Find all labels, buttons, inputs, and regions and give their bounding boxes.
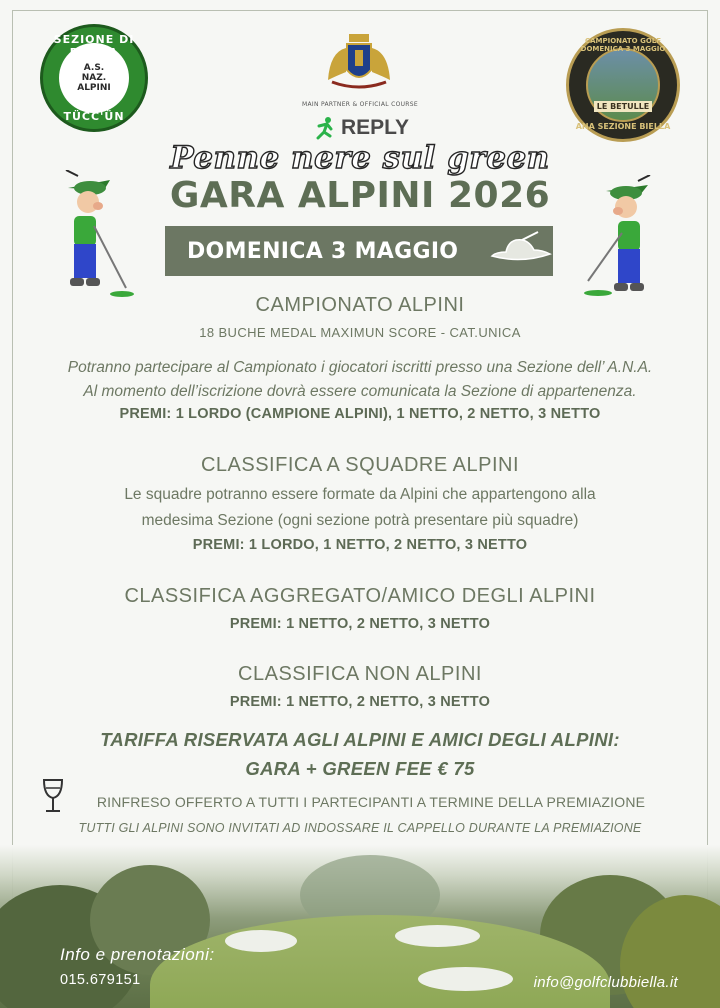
squadre-prizes: PREMI: 1 LORDO, 1 NETTO, 2 NETTO, 3 NETTO [192,537,528,553]
logo-right-ring-top: CAMPIONATO GOLF DOMENICA 3 MAGGIO [580,37,666,53]
campionato-golf-logo [566,28,680,142]
logo-right-banner: LE BETULLE [594,101,653,112]
partner-name: REPLY [340,116,410,139]
campionato-prizes: PREMI: 1 LORDO (CAMPIONE ALPINI), 1 NETTO, 2 NETTO, 3 NETTO [119,406,601,422]
logo-right-ring-bottom: ANA SEZIONE BIELLA [575,122,671,131]
campionato-line-1: Potranno partecipare al Campionato i giocatori iscritti presso una Sezione dell’ A.N.A. [67,359,653,376]
squadre-title: CLASSIFICA A SQUADRE ALPINI [200,454,520,476]
bunker-left [225,930,297,952]
golfer-right-icon [580,175,660,305]
alpini-hat-icon [488,230,554,266]
bunker-middle [395,925,480,947]
coat-of-arms-icon [322,30,396,96]
email-address[interactable]: info@golfclubbiella.it [533,974,678,991]
campionato-line-2: Al momento dell’iscrizione dovrà essere comunicata la Sezione di appartenenza. [83,383,637,400]
logo-left-inner-1: A.S. [83,63,105,73]
phone-number[interactable]: 015.679151 [60,972,141,988]
partner-caption: MAIN PARTNER & OFFICIAL COURSE [302,101,418,108]
reply-logo [306,114,416,142]
non-alpini-title: CLASSIFICA NON ALPINI [238,663,482,685]
golfer-left-icon [56,170,136,300]
aggregato-prizes: PREMI: 1 NETTO, 2 NETTO, 3 NETTO [229,616,491,632]
campionato-title: CAMPIONATO ALPINI [255,294,465,316]
ana-biella-logo [40,24,148,132]
main-title: GARA ALPINI 2026 [169,175,551,216]
hat-note: TUTTI GLI ALPINI SONO INVITATI AD INDOSSARE IL CAPPELLO DURANTE LA PREMIAZIONE [78,821,642,835]
logo-left-inner-3: ALPINI [77,83,111,93]
squadre-line-2: medesima Sezione (ogni sezione potrà presentare più squadre) [141,512,579,529]
event-date: DOMENICA 3 MAGGIO [187,238,459,264]
script-title: Penne nere sul green [170,140,550,176]
aggregato-title: CLASSIFICA AGGREGATO/AMICO DEGLI ALPINI [124,585,596,607]
info-label: Info e prenotazioni: [60,945,215,964]
refreshment-note: RINFRESO OFFERTO A TUTTI I PARTECIPANTI A TERMINE DELLA PREMIAZIONE [96,794,646,810]
squadre-line-1: Le squadre potranno essere formate da Alpini che appartengono alla [124,486,596,503]
tariff-line-2: GARA + GREEN FEE € 75 [245,758,475,779]
campionato-subtitle: 18 BUCHE MEDAL MAXIMUN SCORE - CAT.UNICA [199,325,521,340]
logo-left-ring-bottom: TÜCC'ÜN [63,110,125,123]
logo-left-inner-2: NAZ. [81,73,107,83]
non-alpini-prizes: PREMI: 1 NETTO, 2 NETTO, 3 NETTO [229,694,491,710]
bunker-right [418,967,513,991]
logo-left-ring-top: SEZIONE DI BIELLA [53,33,135,59]
tariff-line-1: TARIFFA RISERVATA AGLI ALPINI E AMICI DEGLI ALPINI: [100,729,620,750]
logo-right-inner [586,48,660,122]
runner-icon [313,116,337,140]
